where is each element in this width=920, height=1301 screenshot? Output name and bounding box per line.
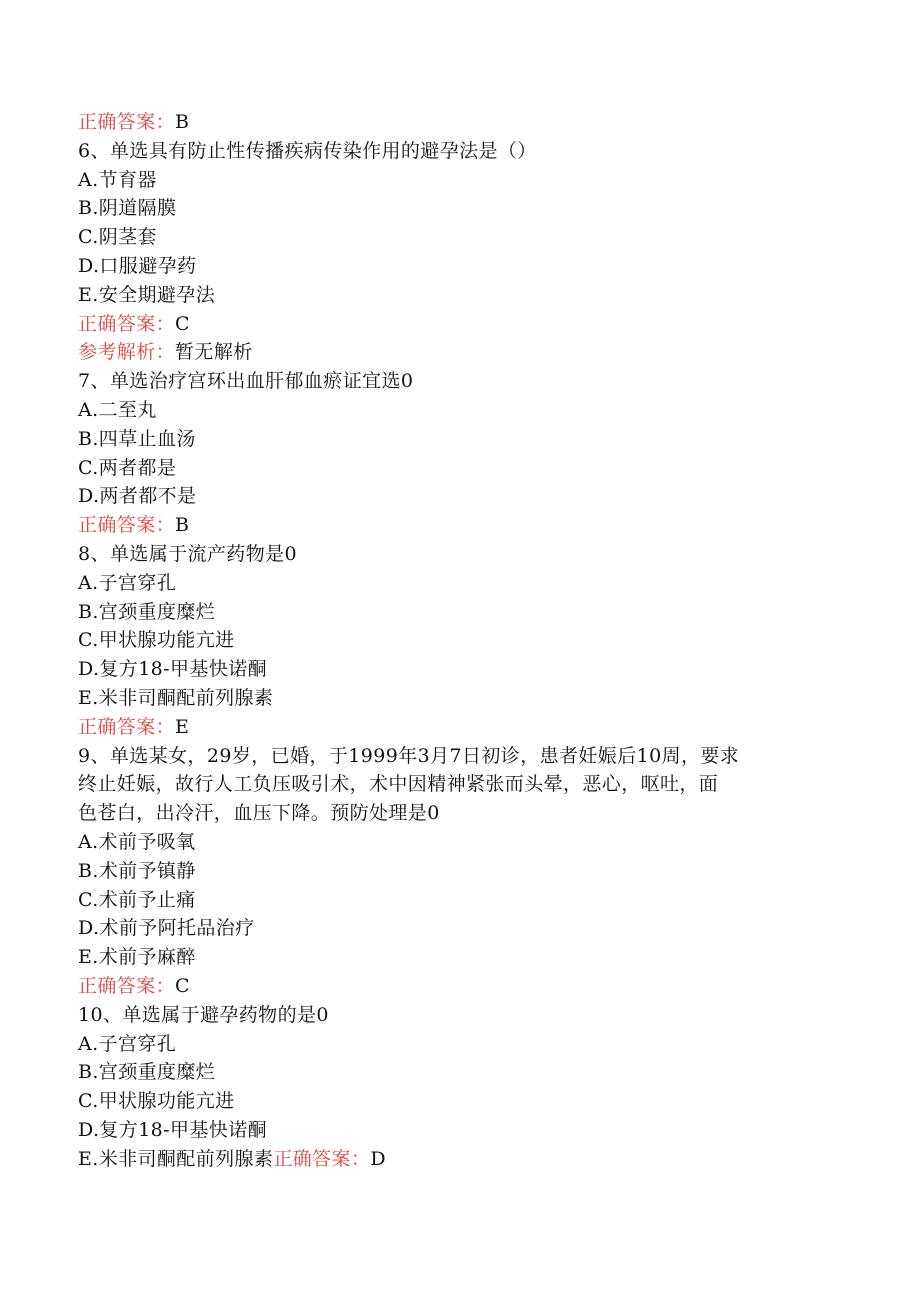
option-q6-a: A.节育器: [78, 168, 157, 191]
answer-label: 正确答案：: [78, 312, 176, 335]
option-q10-e: E.米非司酮配前列腺素: [78, 1147, 274, 1170]
option-q9-a: A.术前予吸氧: [78, 830, 196, 853]
option-q10-c: C.甲状腺功能亢进: [78, 1090, 235, 1113]
option-q8-a: A.子宫穿孔: [78, 571, 177, 594]
explanation-line-q6: [78, 338, 868, 367]
document-page: [78, 108, 868, 1173]
option-q7-c: C.两者都是: [78, 456, 177, 479]
question-stem-q9-line1: 9、单选某女，29岁，已婚，于1999年3月7日初诊，患者妊娠后10周，要求: [78, 744, 740, 767]
explanation-label: 参考解析：: [78, 341, 176, 364]
option-q6-b: B.阴道隔膜: [78, 197, 177, 220]
answer-line-q9: [78, 972, 868, 1001]
answer-value: E: [175, 715, 190, 738]
option-q7-a: A.二至丸: [78, 398, 157, 421]
answer-value: C: [175, 974, 190, 997]
answer-line-q8: [78, 713, 868, 742]
option-q8-b: B.宫颈重度糜烂: [78, 600, 216, 623]
answer-label: 正确答案：: [273, 1147, 371, 1170]
answer-line-q5: [78, 108, 868, 137]
option-q8-e: E.米非司酮配前列腺素: [78, 686, 274, 709]
answer-value: B: [175, 111, 190, 133]
option-q6-c: C.阴茎套: [78, 226, 157, 249]
answer-label: 正确答案：: [78, 974, 176, 997]
option-q6-e: E.安全期避孕法: [78, 283, 216, 306]
answer-line-q6: [78, 310, 868, 339]
question-stem-q9-line3: 色苍白，出冷汗，血压下降。预防处理是0: [78, 802, 440, 825]
option-q8-c: C.甲状腺功能亢进: [78, 629, 235, 652]
option-q9-b: B.术前予镇静: [78, 859, 196, 882]
question-stem-q8: 8、单选属于流产药物是0: [78, 542, 297, 565]
question-stem-q7: 7、单选治疗宫环出血肝郁血瘀证宜选0: [78, 370, 414, 393]
option-q7-b: B.四草止血汤: [78, 427, 196, 450]
option-q9-d: D.术前予阿托品治疗: [78, 917, 255, 940]
answer-label: 正确答案：: [78, 111, 176, 133]
option-q10-a: A.子宫穿孔: [78, 1032, 177, 1055]
question-stem-q9-line2: 终止妊娠，故行人工负压吸引术，术中因精神紧张而头晕，恶心，呕吐，面: [78, 773, 719, 796]
explanation-text: 暂无解析: [175, 341, 253, 364]
option-q9-e: E.术前予麻醉: [78, 946, 196, 969]
option-q6-d: D.口服避孕药: [78, 254, 197, 277]
option-q7-d: D.两者都不是: [78, 485, 197, 508]
answer-value: D: [370, 1147, 386, 1170]
option-q8-d: D.复方18-甲基快诺酮: [78, 658, 267, 681]
option-q10-b: B.宫颈重度糜烂: [78, 1061, 216, 1084]
answer-label: 正确答案：: [78, 514, 176, 537]
answer-value: B: [175, 514, 190, 537]
answer-line-q7: [78, 511, 868, 540]
answer-label: 正确答案：: [78, 715, 176, 738]
answer-value: C: [175, 312, 190, 335]
option-q10-e-with-answer: [78, 1145, 868, 1174]
option-q10-d: D.复方18-甲基快诺酮: [78, 1118, 267, 1141]
option-q9-c: C.术前予止痛: [78, 888, 196, 911]
question-stem-q10: 10、单选属于避孕药物的是0: [78, 1003, 329, 1026]
question-stem-q6: 6、单选具有防止性传播疾病传染作用的避孕法是（）: [78, 139, 537, 162]
